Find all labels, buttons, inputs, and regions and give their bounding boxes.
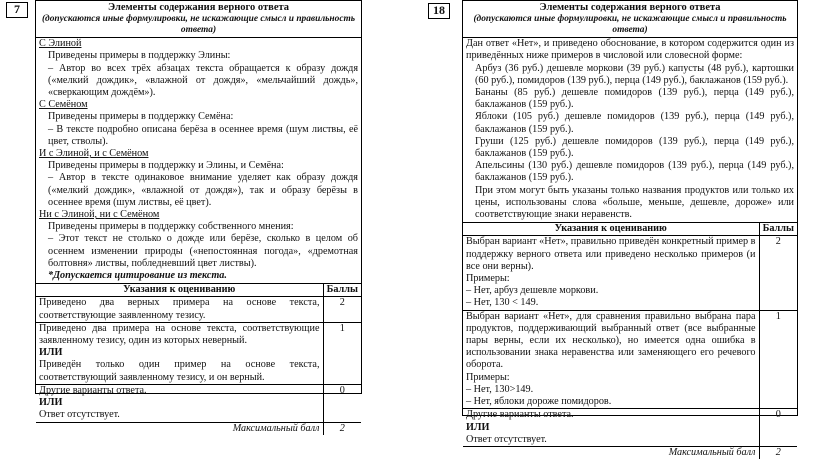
section-heading: С Элиной <box>39 38 82 50</box>
criteria-line: ИЛИ <box>39 397 63 409</box>
section-line: Приведены примеры в поддержку Элины: <box>48 50 231 62</box>
example-line: Бананы (85 руб.) дешевле помидоров (139 руб.), перца (149 руб.), баклажанов (159 руб.). <box>475 87 794 111</box>
answer-header-title: Элементы содержания верного ответа <box>107 2 290 13</box>
col-points-header: Баллы <box>759 223 797 236</box>
grading-table <box>36 284 361 434</box>
answer-header-title: Элементы содержания верного ответа <box>539 2 721 13</box>
criteria-line: – Нет, арбуз дешевле моркови. <box>466 285 599 297</box>
answer-content <box>463 38 797 223</box>
example-line: Яблоки (105 руб.) дешевле помидоров (139 руб.), перца (149 руб.), баклажанов (159 руб.). <box>475 111 794 135</box>
criteria-cell <box>36 297 323 322</box>
section-line: Приведены примеры в поддержку Семёна: <box>48 111 234 123</box>
col-criteria-header: Указания к оцениванию <box>123 284 236 296</box>
criteria-line: – Нет, яблоки дороже помидоров. <box>466 396 612 408</box>
example-line: При этом могут быть указаны только названия продуктов или только их цены, использованы слова «больше, меньше, дешевле, дороже» или соответствующие знаки неравенств. <box>475 184 794 221</box>
answer-card-task-7 <box>35 0 362 434</box>
section-line: – Автор во всех трёх абзацах текста обращается к образу дождя («мелкий дождик», «влажной от дождя», «мельчайший дождь», «сверкающим дождём»). <box>48 62 358 99</box>
table-header-row <box>36 284 361 297</box>
points-cell: 1 <box>323 322 361 384</box>
criteria-line: Приведено два верных примера на основе текста, соответствующие заявленному тезису. <box>39 297 320 321</box>
max-score-value: 2 <box>323 422 361 435</box>
criteria-line: Ответ отсутствует. <box>466 433 547 445</box>
max-score-row <box>463 446 797 459</box>
table-row <box>36 297 361 322</box>
section-line: – Этот текст не столько о дожде или берёзе, сколько в целом об осеннем изменении природы («непостоянная погода», «дремотная болтовня» листвы, побледневший цвет листвы). <box>48 233 358 269</box>
points-cell: 2 <box>759 236 797 310</box>
table-row <box>36 322 361 384</box>
section-line: – В тексте подробно описана берёза в осеннее время (шум листвы, её цвет, стволы). <box>48 123 358 147</box>
answer-content <box>36 38 361 284</box>
criteria-line: Выбран вариант «Нет», правильно приведён конкретный пример в поддержку верного ответа или приведено несколько примеров (и все они верны). <box>466 236 756 272</box>
criteria-line: Приведён только один пример на основе текста, соответствующий заявленному тезису, и он верный. <box>39 359 320 383</box>
answer-header <box>463 1 797 38</box>
col-criteria-header: Указания к оцениванию <box>554 223 667 235</box>
max-score-label: Максимальный балл <box>463 446 759 459</box>
table-row <box>463 236 797 310</box>
table-row <box>36 384 361 422</box>
section-line: Приведены примеры в поддержку и Элины, и Семёна: <box>48 160 284 172</box>
max-score-value: 2 <box>759 446 797 459</box>
example-line: Груши (125 руб.) дешевле помидоров (139 руб.), перца (149 руб.), баклажанов (159 руб.). <box>475 135 794 160</box>
table-header-row <box>463 223 797 236</box>
criteria-cell <box>36 384 323 422</box>
criteria-line: Ответ отсутствует. <box>39 409 120 421</box>
criteria-line: Другие варианты ответа. <box>466 409 574 421</box>
quote-note: *Допускается цитирование из текста. <box>48 270 227 282</box>
criteria-cell <box>463 409 759 447</box>
col-points-header: Баллы <box>323 284 361 297</box>
section-heading: Ни с Элиной, ни с Семёном <box>39 209 160 221</box>
example-line: Арбуз (36 руб.) дешевле моркови (39 руб.) капусты (48 руб.), картошки (60 руб.), помидоров (139 руб.), перца (149 руб.), баклажанов (159 руб.). <box>475 62 794 86</box>
criteria-line: Другие варианты ответа. <box>39 384 147 396</box>
criteria-cell <box>36 322 323 384</box>
task-number-7: 7 <box>6 2 28 18</box>
criteria-cell <box>463 236 759 310</box>
points-cell: 0 <box>323 384 361 422</box>
points-cell: 2 <box>323 297 361 322</box>
section-heading: И с Элиной, и с Семёном <box>39 148 149 160</box>
criteria-line: – Нет, 130 < 149. <box>466 297 539 309</box>
criteria-line: ИЛИ <box>466 421 490 433</box>
intro-text: Дан ответ «Нет», и приведено обоснование, в котором содержится один из приведённых ниже примеров в числовой или словесной форме: <box>466 38 794 62</box>
section-line: – Автор в тексте одинаковое внимание уделяет как образу дождя («мелкий дождик», «влажной от дождя»), так и образу берёзы в осеннее время (шум листвы, её цвет). <box>48 172 358 208</box>
criteria-line: ИЛИ <box>39 347 63 359</box>
example-line: Апельсины (130 руб.) дешевле помидоров (139 руб.), перца (149 руб.), баклажанов (159 руб.). <box>475 160 794 184</box>
section-heading: С Семёном <box>39 99 88 111</box>
criteria-line: – Нет, 130>149. <box>466 383 534 395</box>
task-number-18: 18 <box>428 3 450 19</box>
criteria-line: Выбран вариант «Нет», для сравнения правильно выбрана пара продуктов, поддерживающий выбранный ответ (все выбранные пары верны, если их несколько), но имеется одна ошибка в использовании знака неравенства или заменяющего его речевого оборота. <box>466 310 756 371</box>
answer-header-note: (допускаются иные формулировки, не искажающие смысл и правильность ответа) <box>473 14 787 36</box>
max-score-row <box>36 422 361 435</box>
points-cell: 0 <box>759 409 797 447</box>
answer-header <box>36 1 361 38</box>
max-score-label: Максимальный балл <box>36 422 323 435</box>
answer-card-task-18 <box>462 0 798 458</box>
table-row <box>463 409 797 447</box>
answer-header-note: (допускаются иные формулировки, не искажающие смысл и правильность ответа) <box>41 14 356 36</box>
criteria-line: Примеры: <box>466 371 510 383</box>
criteria-cell <box>463 310 759 409</box>
section-line: Приведены примеры в поддержку собственного мнения: <box>48 221 294 233</box>
points-cell: 1 <box>759 310 797 409</box>
grading-table <box>463 223 797 459</box>
table-row <box>463 310 797 409</box>
criteria-line: Примеры: <box>466 273 510 285</box>
criteria-line: Приведено два примера на основе текста, соответствующие заявленному тезису, один из которых неверный. <box>39 322 320 347</box>
